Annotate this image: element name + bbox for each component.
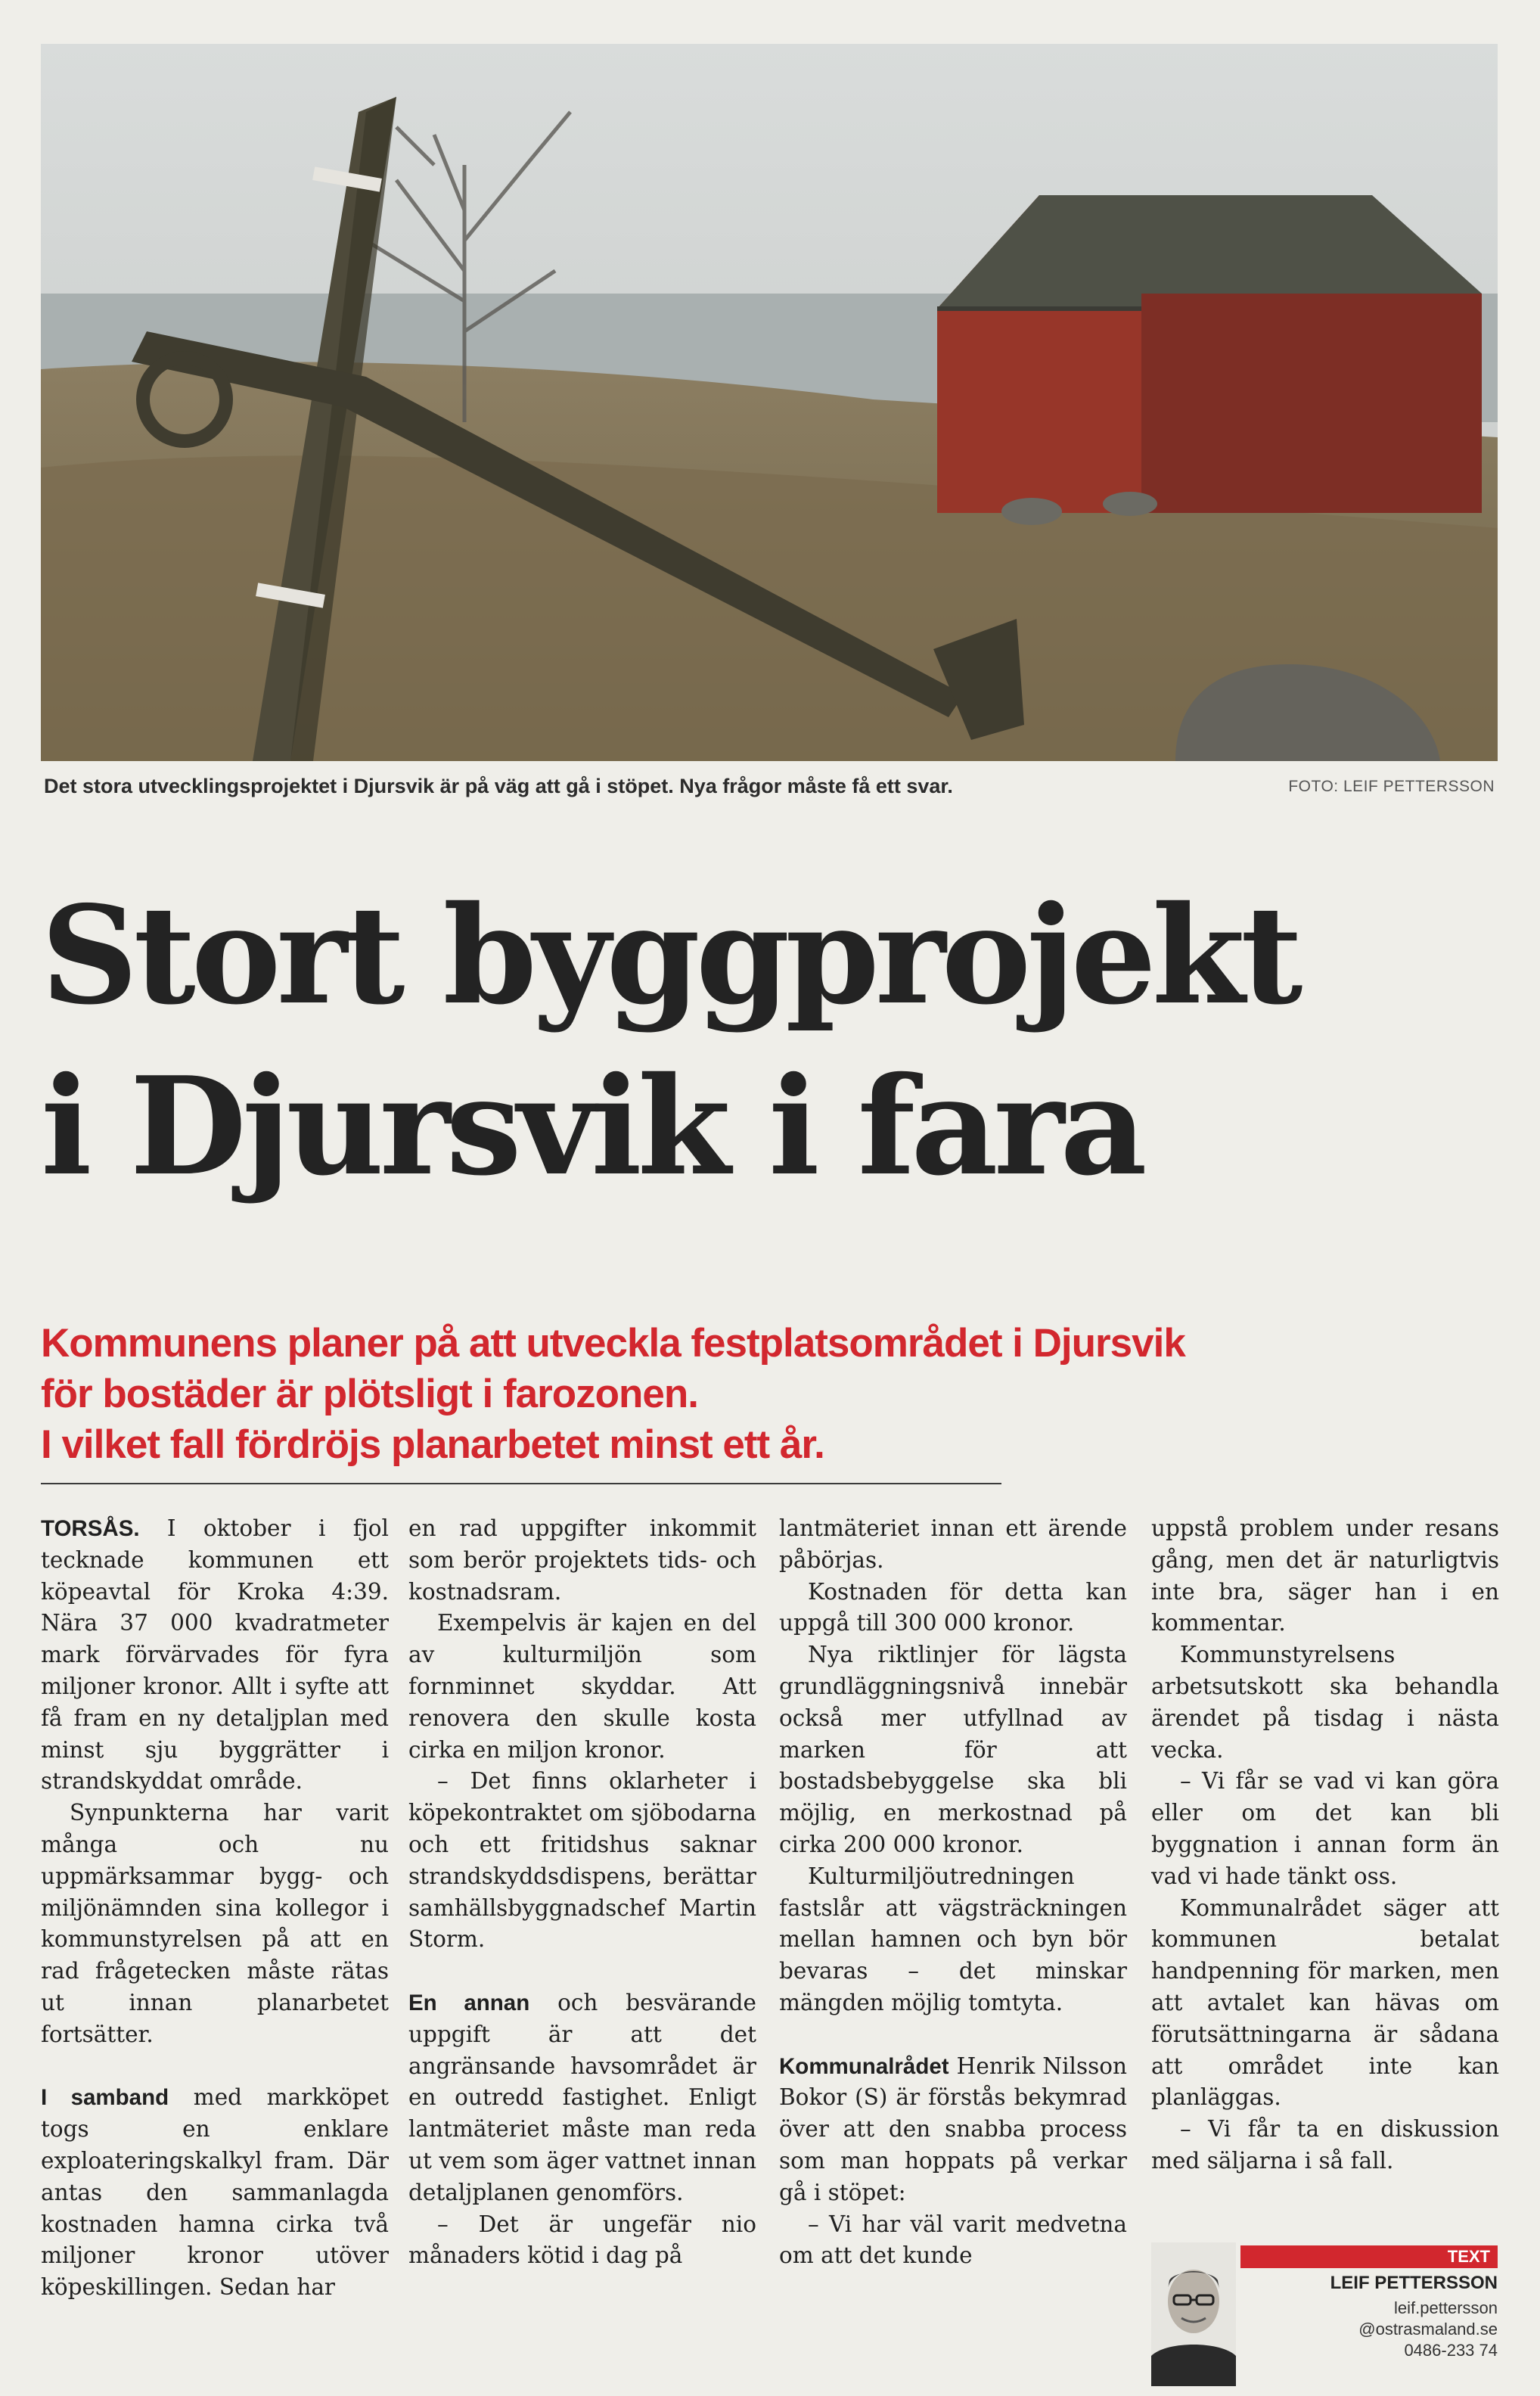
paragraph-text: och besvärande uppgift är att det angränsande havsområdet är en outredd fastighet. Enligt lantmäteriet måste man reda ut vem som äger vattnet innan detaljplanen genomförs. — [408, 1989, 756, 2205]
paragraph: lantmäteriet innan ett ärende påbörjas. — [779, 1515, 1127, 1573]
paragraph: Kommunalrådet säger att kommunen betalat handpenning för marken, men att avtalet kan hävas om förutsättningarna är sådana att området inte kan planläggas. — [1151, 1894, 1499, 2111]
paragraph — [41, 2082, 389, 2304]
body-column-1 — [41, 1513, 389, 2396]
paragraph: en rad uppgifter inkommit som berör projektets tids- och kostnadsram. — [408, 1515, 756, 1605]
paragraph — [779, 2051, 1127, 2209]
paragraph: – Vi har väl varit medvetna om att det kunde — [779, 2211, 1127, 2269]
paragraph: – Det finns oklarheter i köpekontraktet om sjöbodarna och ett fritidshus saknar strandskyddsdispens, berättar samhällsbyggnadschef Martin Storm. — [408, 1768, 756, 1953]
headline-line-1: Stort byggprojekt — [41, 876, 1299, 1034]
byline-label: TEXT — [1240, 2245, 1498, 2268]
paragraph — [41, 1513, 389, 1798]
article-photo — [41, 44, 1498, 761]
paragraph: – Det är ungefär nio månaders kötid i dag på — [408, 2211, 756, 2269]
paragraph: Exempelvis är kajen en del av kulturmiljön som fornminnet skyddar. Att renovera den skulle kosta cirka en miljon kronor. — [408, 1610, 756, 1763]
headline — [41, 870, 1498, 1212]
caption-text: Det stora utvecklingsprojektet i Djursvik är på väg att gå i stöpet. Nya frågor måste få ett svar. — [44, 775, 953, 797]
paragraph: Nya riktlinjer för lägsta grundläggningsnivå innebär också mer utfyllnad av marken för att bostadsbebyggelse ska bli möjlig, en merkostnad på cirka 200 000 kronor. — [779, 1642, 1127, 1857]
subhead-kicker: En annan — [408, 1990, 530, 2015]
dateline: TORSÅS. — [41, 1516, 140, 1541]
body-column-4 — [1151, 1513, 1499, 2217]
paragraph: Kulturmiljöutredningen fastslår att vägsträckningen mellan hamnen och byn bör bevaras – det minskar mängden möjlig tomtyta. — [779, 1863, 1127, 2015]
photo-caption — [41, 770, 1498, 805]
headline-line-2: i Djursvik i fara — [41, 1047, 1143, 1205]
anchor-boathouse-photo — [41, 44, 1498, 761]
body-column-3 — [779, 1513, 1127, 2396]
byline — [1151, 2239, 1498, 2391]
paragraph: – Vi får se vad vi kan göra eller om det kan bli byggnation i annan form än vad vi hade tänkt oss. — [1151, 1768, 1499, 1889]
author-phone: 0486-233 74 — [1404, 2341, 1498, 2360]
ingress-line-2: för bostäder är plötsligt i farozonen. — [41, 1372, 698, 1416]
paragraph: Kommunstyrelsens arbetsutskott ska behandla ärendet på tisdag i nästa vecka. — [1151, 1642, 1499, 1763]
photo-credit: FOTO: LEIF PETTERSSON — [1288, 778, 1495, 795]
subhead-kicker: Kommunalrådet — [779, 2053, 949, 2079]
author-portrait — [1151, 2242, 1236, 2386]
ingress — [41, 1318, 1498, 1470]
paragraph-text: I oktober i fjol tecknade kommunen ett köpeavtal för Kroka 4:39. Nära 37 000 kvadratmeter mark förvärvades för fyra miljoner kronor. Allt i syfte att få fram en ny detaljplan med minst sju byggrätter i strandskyddat område. — [41, 1515, 389, 1795]
paragraph-text: Henrik Nilsson Bokor (S) är förstås bekymrad över att den snabba process som man hoppats på verkar gå i stöpet: — [779, 2053, 1127, 2205]
ingress-line-3: I vilket fall fördröjs planarbetet minst ett år. — [41, 1422, 824, 1467]
author-name: LEIF PETTERSSON — [1330, 2273, 1498, 2293]
author-email-domain: @ostrasmaland.se — [1358, 2320, 1498, 2339]
paragraph: Synpunkterna har varit många och nu uppmärksammar bygg- och miljönämnden sina kollegor i kommunstyrelsen på att en rad frågetecken måste rätas ut innan planarbetet fortsätter. — [41, 1800, 389, 2047]
paragraph: Kostnaden för detta kan uppgå till 300 000 kronor. — [779, 1578, 1127, 1636]
ingress-divider — [41, 1483, 1001, 1484]
paragraph — [408, 1987, 756, 2209]
author-email-user: leif.pettersson — [1394, 2298, 1498, 2317]
body-column-2 — [408, 1513, 756, 2396]
paragraph: – Vi får ta en diskussion med säljarna i så fall. — [1151, 2116, 1499, 2174]
subhead-kicker: I samband — [41, 2085, 169, 2111]
ingress-line-1: Kommunens planer på att utveckla festplatsområdet i Djursvik — [41, 1321, 1185, 1366]
paragraph: uppstå problem under resans gång, men det är naturligtvis inte bra, säger han i en kommentar. — [1151, 1515, 1499, 1636]
paragraph-text: med markköpet togs en enklare exploateringskalkyl fram. Där antas den sammanlagda kostnaden hamna cirka två miljoner kronor utöver köpeskillingen. Sedan har — [41, 2084, 389, 2301]
